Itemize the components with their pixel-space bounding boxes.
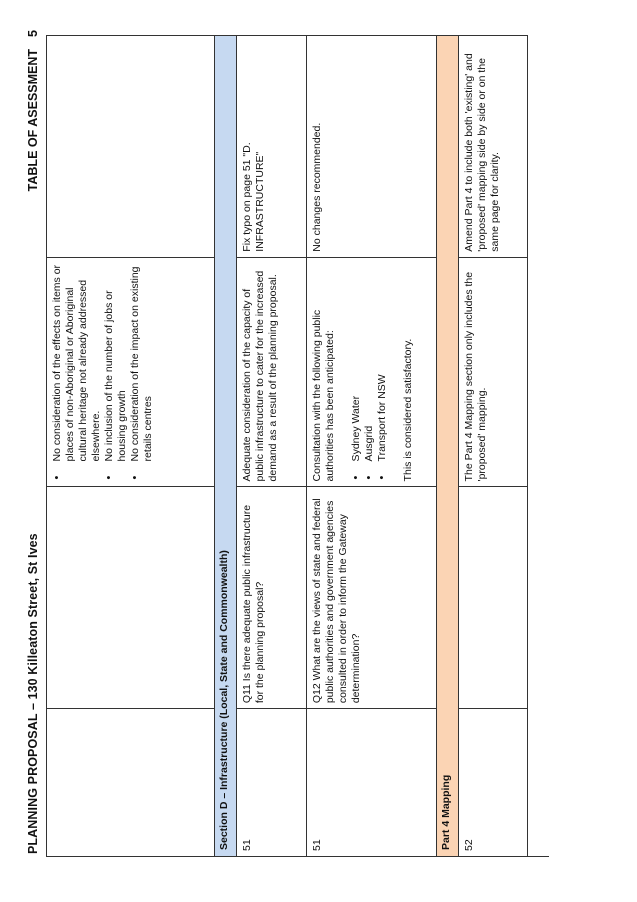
page-ref-cell: 51 [307, 708, 437, 856]
page-ref-cell [47, 708, 215, 856]
section-d-heading: Section D – Infrastructure (Local, State and Commonwealth) [215, 35, 237, 856]
recommendation-cell: No changes recommended. [307, 35, 437, 257]
bullet-list [51, 263, 155, 482]
table-row [459, 35, 528, 856]
section-title: TABLE OF ASESSMENT [26, 48, 40, 192]
list-item: • No consideration of the effects on items or places of non-Aboriginal or Aboriginal cultural heritage not already addressed elsewhere. [51, 263, 103, 466]
question-cell: Q11 Is there adequate public infrastructure for the planning proposal? [237, 486, 307, 708]
document-title: PLANNING PROPOSAL – 130 Killeaton Street, St Ives [26, 533, 40, 854]
page-ref-cell: 51 [237, 708, 307, 856]
assessment-cell: The Part 4 Mapping section only includes the 'proposed' mapping. [459, 257, 528, 487]
assessment-intro: Consultation with the following public authorities has been anticipated: [311, 309, 336, 482]
table-row [237, 35, 307, 856]
recommendation-cell: Fix typo on page 51 "D. INFRASTRUCTURE" [237, 35, 307, 257]
page-ref-cell: 52 [459, 708, 528, 856]
question-cell [47, 486, 215, 708]
section-header-row [437, 35, 459, 856]
list-item: • Transport for NSW [376, 263, 389, 466]
list-item: • No inclusion of the number of jobs or housing growth [103, 263, 129, 466]
list-item: • Sydney Water [350, 263, 363, 466]
assessment-cell [307, 257, 437, 487]
list-item: • No consideration of the impact on existing retails centres [129, 263, 155, 466]
question-cell: Q12 What are the views of state and federal public authorities and government agencies consulted in order to inform the Gateway determination? [307, 486, 437, 708]
question-cell [459, 486, 528, 708]
page-number: 5 [26, 30, 40, 37]
list-item: • Ausgrid [363, 263, 376, 466]
assessment-cell [47, 257, 215, 487]
recommendation-cell: Amend Part 4 to include both 'existing' and 'proposed' mapping side by side or on the same page for clarity. [459, 35, 528, 257]
page-header-right [26, 30, 40, 191]
part-4-heading: Part 4 Mapping [437, 35, 459, 856]
table-row [47, 35, 215, 856]
section-header-row [215, 35, 237, 856]
recommendation-cell [47, 35, 215, 257]
assessment-cell: Adequate consideration of the capacity of public infrastructure to cater for the increased demand as a result of the planning proposal. [237, 257, 307, 487]
assessment-table [46, 35, 549, 857]
authority-list [350, 263, 389, 482]
table-row [307, 35, 437, 856]
assessment-outro: This is considered satisfactory. [402, 338, 414, 482]
